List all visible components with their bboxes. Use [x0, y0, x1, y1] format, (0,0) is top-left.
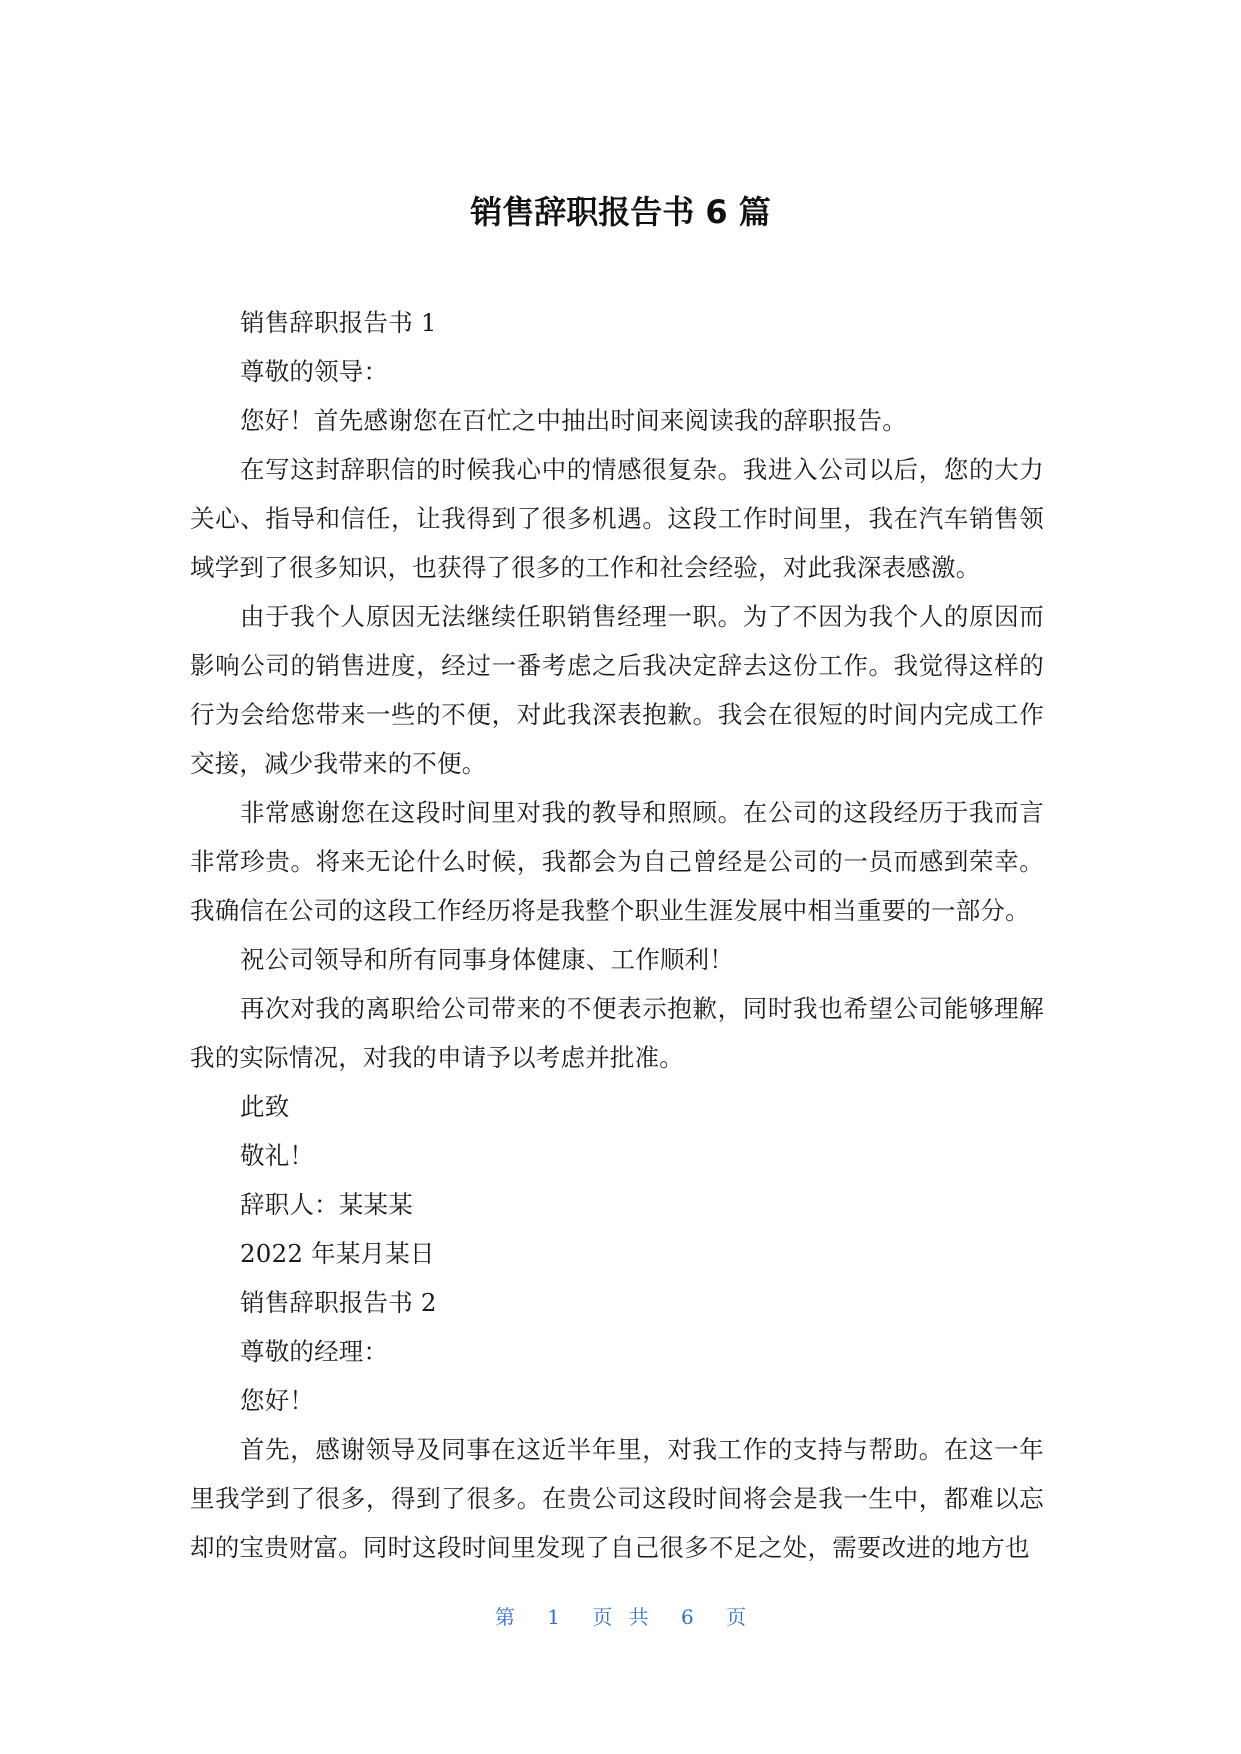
- total-pages-number: 6: [681, 1605, 694, 1629]
- page-label-suffix: 页: [726, 1605, 747, 1629]
- closing-line: 此致: [240, 1092, 290, 1121]
- signature-line: 辞职人：某某某: [240, 1190, 413, 1219]
- date-line: 2022 年某月某日: [240, 1239, 435, 1268]
- body-paragraph: 在写这封辞职信的时候我心中的情感很复杂。我进入公司以后，您的大力关心、指导和信任，让我得到了很多机遇。这段工作时间里，我在汽车销售领域学到了很多知识，也获得了很多的工作和社会经验，对此我深表感激。: [190, 455, 1044, 582]
- salutation: 尊敬的经理：: [240, 1337, 389, 1366]
- page-label-mid: 页 共: [592, 1605, 649, 1629]
- section-heading-2: 销售辞职报告书 2: [240, 1288, 437, 1317]
- section-heading-1: 销售辞职报告书 1: [240, 308, 437, 337]
- page-footer: [0, 1602, 1241, 1632]
- body-paragraph: 首先，感谢领导及同事在这近半年里，对我工作的支持与帮助。在这一年里我学到了很多，得到了很多。在贵公司这段时间将会是我一生中，都难以忘却的宝贵财富。同时这段时间里发现了自己很多不足之处，需要改进的地方也: [190, 1435, 1044, 1562]
- greeting: 您好！: [240, 1386, 315, 1415]
- wishes-line: 祝公司领导和所有同事身体健康、工作顺利！: [240, 945, 734, 974]
- salutation: 尊敬的领导：: [240, 357, 389, 386]
- current-page-number: 1: [547, 1605, 560, 1629]
- document-body: [190, 298, 1044, 1572]
- greeting: 您好！首先感谢您在百忙之中抽出时间来阅读我的辞职报告。: [240, 406, 907, 435]
- document-title: 销售辞职报告书 6 篇: [470, 193, 771, 231]
- page-label-prefix: 第: [494, 1605, 515, 1629]
- body-paragraph: 再次对我的离职给公司带来的不便表示抱歉，同时我也希望公司能够理解我的实际情况，对我的申请予以考虑并批准。: [190, 994, 1044, 1072]
- body-paragraph: 由于我个人原因无法继续任职销售经理一职。为了不因为我个人的原因而影响公司的销售进度，经过一番考虑之后我决定辞去这份工作。我觉得这样的行为会给您带来一些的不便，对此我深表抱歉。我会在很短的时间内完成工作交接，减少我带来的不便。: [190, 602, 1044, 778]
- closing-regards: 敬礼！: [240, 1141, 315, 1170]
- body-paragraph: 非常感谢您在这段时间里对我的教导和照顾。在公司的这段经历于我而言非常珍贵。将来无论什么时候，我都会为自己曾经是公司的一员而感到荣幸。我确信在公司的这段工作经历将是我整个职业生涯发展中相当重要的一部分。: [190, 798, 1044, 925]
